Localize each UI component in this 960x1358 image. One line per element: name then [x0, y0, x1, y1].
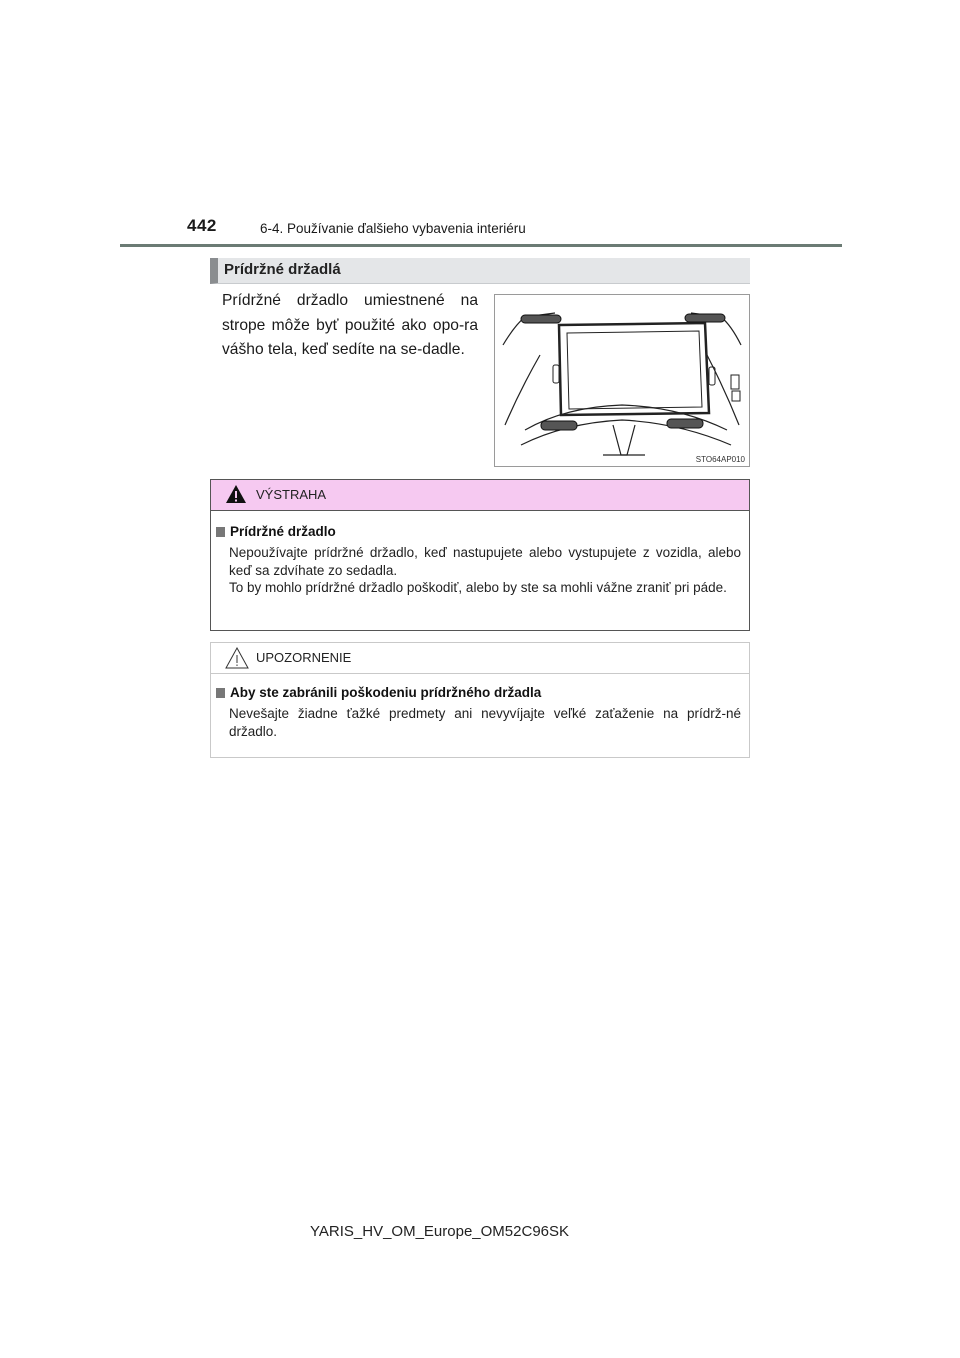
square-bullet-icon: [216, 688, 225, 698]
warning-item-title: [216, 524, 336, 539]
caution-triangle-icon: [225, 647, 249, 669]
chapter-title: 6-4. Používanie ďalšieho vybavenia interiéru: [260, 221, 526, 236]
warning-item-text-1: Nepoužívajte prídržné držadlo, keď nastupujete alebo vystupujete z vozidla, alebo keď sa zdvíhate zo sedadla.: [229, 545, 741, 578]
notice-header: [211, 643, 749, 674]
section-title-bar: [210, 258, 750, 284]
notice-box: [210, 642, 750, 758]
section-title: Prídržné držadlá: [224, 261, 341, 278]
figure-code: STO64AP010: [695, 455, 745, 464]
notice-label: UPOZORNENIE: [256, 650, 352, 665]
warning-box: [210, 479, 750, 631]
notice-item-title-text: Aby ste zabránili poškodeniu prídržného držadla: [230, 685, 542, 700]
footer-doc-id: YARIS_HV_OM_Europe_OM52C96SK: [310, 1223, 570, 1240]
section-body-text: Prídržné držadlo umiestnené na strope môže byť použité ako opo-ra vášho tela, keď sedíte na se-dadle.: [222, 292, 478, 358]
figure-grab-handles: [494, 294, 750, 467]
grab-handle-front-left: [521, 315, 561, 323]
notice-item-title: [216, 685, 541, 700]
notice-item-text: Nevešajte žiadne ťažké predmety ani nevyvíjajte veľké zaťaženie na prídrž-né držadlo.: [229, 706, 741, 739]
warning-header: [211, 480, 749, 511]
warning-item-text-2: To by mohlo prídržné držadlo poškodiť, alebo by ste sa mohli vážne zraniť pri páde.: [229, 580, 727, 595]
grab-handle-front-right: [685, 314, 725, 322]
header-rule: [120, 244, 842, 247]
page-number: 442: [187, 216, 217, 235]
warning-triangle-icon: [225, 484, 247, 504]
square-bullet-icon: [216, 527, 225, 537]
warning-item-title-text: Prídržné držadlo: [230, 524, 336, 539]
car-interior-illustration: [495, 295, 749, 466]
warning-label: VÝSTRAHA: [256, 487, 327, 502]
